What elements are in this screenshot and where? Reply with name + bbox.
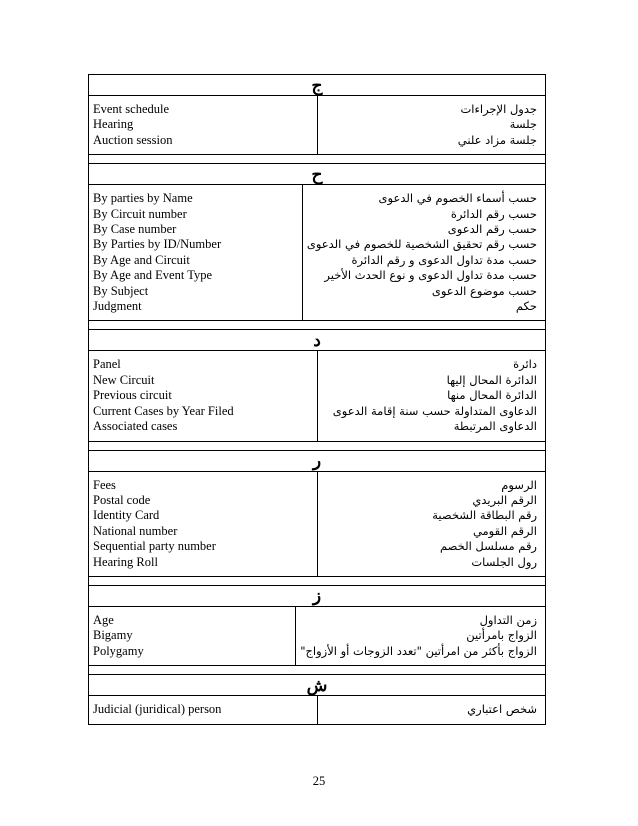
arabic-term: حسب أسماء الخصوم في الدعوى (378, 191, 537, 206)
arabic-term: حكم (515, 299, 537, 314)
arabic-term: رول الجلسات (471, 554, 537, 569)
arabic-term: رقم البطاقة الشخصية (432, 508, 537, 523)
section-letter-header: ج (89, 75, 545, 96)
arabic-term: الرقم البريدي (472, 492, 537, 507)
english-term: Event schedule (93, 102, 170, 116)
arabic-term: حسب رقم تحقيق الشخصية للخصوم في الدعوى (306, 237, 537, 252)
english-term: Bigamy (93, 628, 133, 643)
english-terms-column (89, 351, 318, 440)
english-term: By Parties by ID/Number (93, 237, 222, 252)
arabic-term: حسب موضوع الدعوى (431, 283, 537, 298)
arabic-term: رقم مسلسل الخصم (440, 539, 537, 554)
section-letter-header: ر (89, 451, 545, 472)
arabic-term: شخص اعتباري (467, 702, 537, 717)
english-term: Hearing Roll (93, 554, 158, 569)
english-term: By Subject (93, 283, 149, 298)
english-term: Previous circuit (93, 388, 172, 403)
arabic-terms-column (303, 185, 545, 320)
english-term: Fees (93, 477, 116, 492)
arabic-terms-column (318, 472, 545, 576)
arabic-term: الدائرة المحال منها (447, 388, 537, 403)
english-term: Polygamy (93, 643, 144, 658)
english-terms-column (89, 96, 318, 154)
arabic-term: حسب رقم الدائرة (450, 206, 537, 221)
arabic-term: زمن التداول (479, 612, 537, 627)
english-term: Postal code (93, 492, 151, 507)
english-term: Judicial (juridical) person (93, 702, 222, 717)
section-entries (89, 696, 545, 724)
english-term: By Case number (93, 222, 177, 237)
page-number: 25 (312, 774, 326, 788)
arabic-term: الدعاوى المرتبطة (453, 419, 537, 434)
arabic-term: جلسة مزاد علني (457, 132, 537, 147)
english-terms-column (89, 607, 296, 665)
section-spacer (89, 321, 545, 330)
english-term: By Circuit number (93, 206, 187, 221)
arabic-term: حسب مدة تداول الدعوى و رقم الدائرة (351, 252, 537, 267)
english-terms-column (89, 472, 318, 576)
english-term: Current Cases by Year Filed (93, 403, 234, 418)
section-spacer (89, 155, 545, 164)
arabic-terms-column (318, 96, 545, 154)
arabic-term: الدعاوى المتداولة حسب سنة إقامة الدعوى (332, 403, 537, 418)
arabic-term: الزواج بأكثر من امرأتين "تعدد الزوجات أو الأزواج" (300, 643, 537, 658)
english-term: Auction session (93, 132, 173, 147)
section-spacer (89, 666, 545, 675)
english-term: Judgment (93, 299, 142, 314)
english-terms-column (89, 696, 318, 723)
arabic-term: الرقم القومي (472, 523, 537, 538)
glossary-table (88, 74, 546, 725)
english-term: By parties by Name (93, 191, 193, 206)
english-term: Panel (93, 357, 121, 372)
arabic-term: الزواج بامرأتين (466, 628, 537, 643)
english-term: By Age and Event Type (93, 268, 213, 283)
arabic-terms-column (318, 351, 545, 440)
arabic-term: حسب مدة تداول الدعوى و نوع الحدث الأخير (324, 268, 537, 283)
arabic-terms-column (318, 696, 545, 723)
english-term: Hearing (93, 117, 134, 132)
arabic-term: الرسوم (501, 477, 537, 492)
arabic-term: حسب رقم الدعوى (447, 222, 537, 237)
english-term: By Age and Circuit (93, 252, 190, 267)
english-term: Age (93, 612, 114, 627)
english-term: Identity Card (93, 508, 160, 523)
section-entries (89, 472, 545, 577)
english-terms-column (89, 185, 303, 320)
section-letter-header: ح (89, 164, 545, 185)
section-entries (89, 351, 545, 441)
section-entries (89, 96, 545, 155)
section-letter-header: ز (89, 586, 545, 607)
section-spacer (89, 442, 545, 451)
english-term: New Circuit (93, 372, 155, 387)
arabic-term: جلسة (509, 117, 537, 132)
arabic-terms-column (296, 607, 545, 665)
english-term: Associated cases (93, 419, 178, 434)
section-spacer (89, 577, 545, 586)
section-letter-header: د (89, 330, 545, 351)
arabic-term: جدول الإجراءات (460, 102, 537, 116)
english-term: Sequential party number (93, 539, 216, 554)
arabic-term: دائرة (513, 357, 537, 372)
section-letter-header: ش (89, 675, 545, 696)
arabic-term: الدائرة المحال إليها (446, 372, 537, 387)
section-entries (89, 185, 545, 321)
section-entries (89, 607, 545, 666)
english-term: National number (93, 523, 178, 538)
